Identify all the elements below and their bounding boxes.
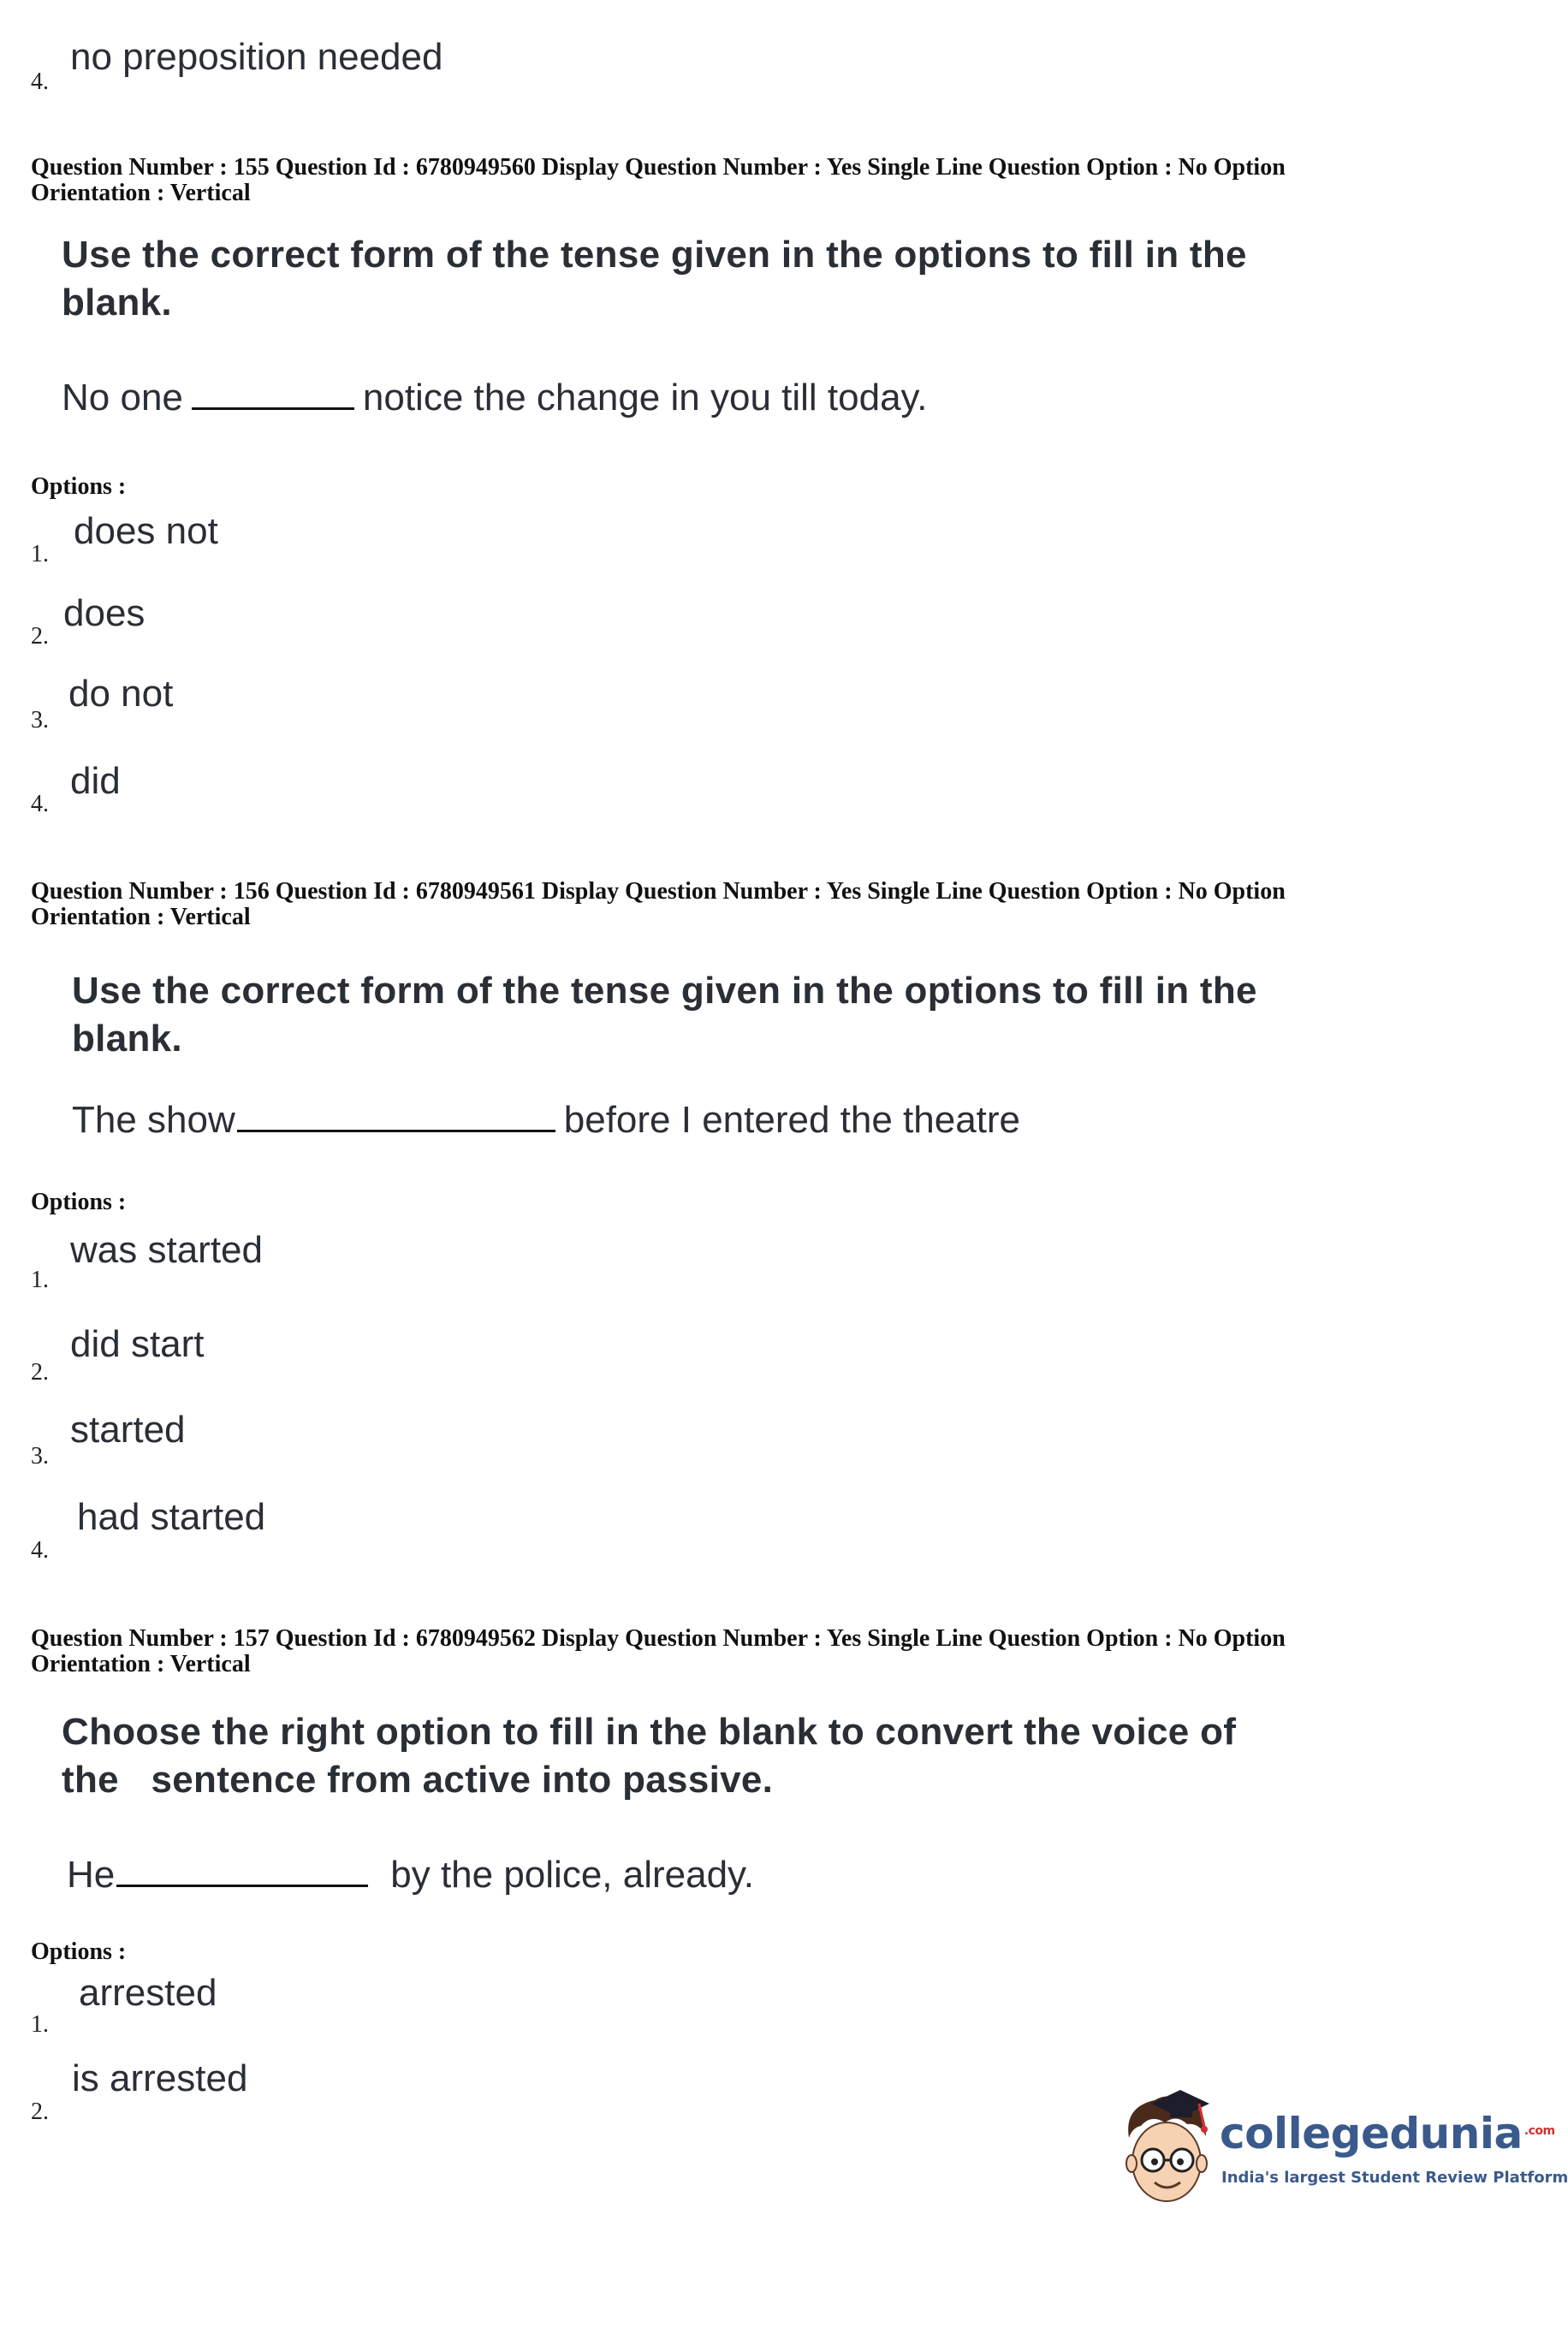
- option-number: 1.: [31, 541, 49, 567]
- option-number: 3.: [31, 707, 49, 733]
- question-meta-line2: Orientation : Vertical: [31, 1651, 251, 1677]
- question-meta-line1: Question Number : 156 Question Id : 6780949561 Display Question Number : Yes Single Line Question Option : No Option: [31, 878, 1286, 905]
- question-sentence: [72, 1095, 1020, 1144]
- option-number: 4.: [31, 791, 49, 817]
- collegedunia-logo: [1117, 2088, 1568, 2217]
- sentence-before: The show: [72, 1099, 235, 1141]
- sentence-before: No one: [62, 377, 183, 419]
- question-instruction-line2: blank.: [72, 1018, 182, 1060]
- question-instruction-line1: Use the correct form of the tense given in the options to fill in the: [72, 970, 1257, 1012]
- fill-blank: [116, 1850, 368, 1887]
- question-sentence: [62, 373, 928, 422]
- question-meta-line2: Orientation : Vertical: [31, 180, 251, 206]
- option-text: arrested: [79, 1972, 217, 2014]
- option-text: was started: [70, 1229, 263, 1271]
- sentence-after: before I entered the theatre: [563, 1099, 1021, 1141]
- option-number: 1.: [31, 2011, 49, 2038]
- options-label: Options :: [31, 1938, 127, 1965]
- question-sentence: [67, 1850, 754, 1899]
- option-text: is arrested: [72, 2057, 248, 2099]
- option-text: did: [70, 760, 121, 802]
- options-label: Options :: [31, 1189, 127, 1215]
- option-text: did start: [70, 1323, 205, 1365]
- question-instruction-line1: Use the correct form of the tense given in the options to fill in the: [62, 234, 1247, 276]
- option-number: 3.: [31, 1443, 49, 1469]
- fill-blank: [192, 373, 354, 410]
- question-meta-line2: Orientation : Vertical: [31, 904, 251, 930]
- options-label: Options :: [31, 473, 127, 500]
- logo-brand: collegedunia: [1220, 2109, 1523, 2158]
- option-text: started: [70, 1409, 186, 1451]
- logo-suffix: .com: [1523, 2124, 1555, 2138]
- option-number: 2.: [31, 2099, 49, 2125]
- fill-blank: [237, 1095, 555, 1132]
- option-text: does not: [74, 510, 218, 552]
- mascot-icon: [1117, 2088, 1218, 2217]
- option-number: 2.: [31, 1359, 49, 1386]
- option-number: 4.: [31, 68, 49, 95]
- question-meta-line1: Question Number : 155 Question Id : 6780949560 Display Question Number : Yes Single Line Question Option : No Option: [31, 154, 1286, 181]
- sentence-after: notice the change in you till today.: [362, 377, 928, 419]
- option-number: 4.: [31, 1537, 49, 1564]
- option-text: had started: [77, 1496, 266, 1538]
- question-instruction-line2: the sentence from active into passive.: [62, 1759, 774, 1801]
- sentence-after: by the police, already.: [390, 1854, 755, 1896]
- option-text: no preposition needed: [70, 36, 443, 78]
- option-text: do not: [68, 673, 174, 715]
- option-number: 1.: [31, 1267, 49, 1293]
- question-instruction-line1: Choose the right option to fill in the blank to convert the voice of: [62, 1711, 1237, 1753]
- sentence-before: He: [67, 1854, 116, 1896]
- question-meta-line1: Question Number : 157 Question Id : 6780949562 Display Question Number : Yes Single Line Question Option : No Option: [31, 1625, 1286, 1652]
- question-instruction-line2: blank.: [62, 282, 172, 324]
- option-text: does: [63, 592, 146, 634]
- logo-tagline: India's largest Student Review Platform: [1221, 2169, 1568, 2187]
- option-number: 2.: [31, 623, 49, 650]
